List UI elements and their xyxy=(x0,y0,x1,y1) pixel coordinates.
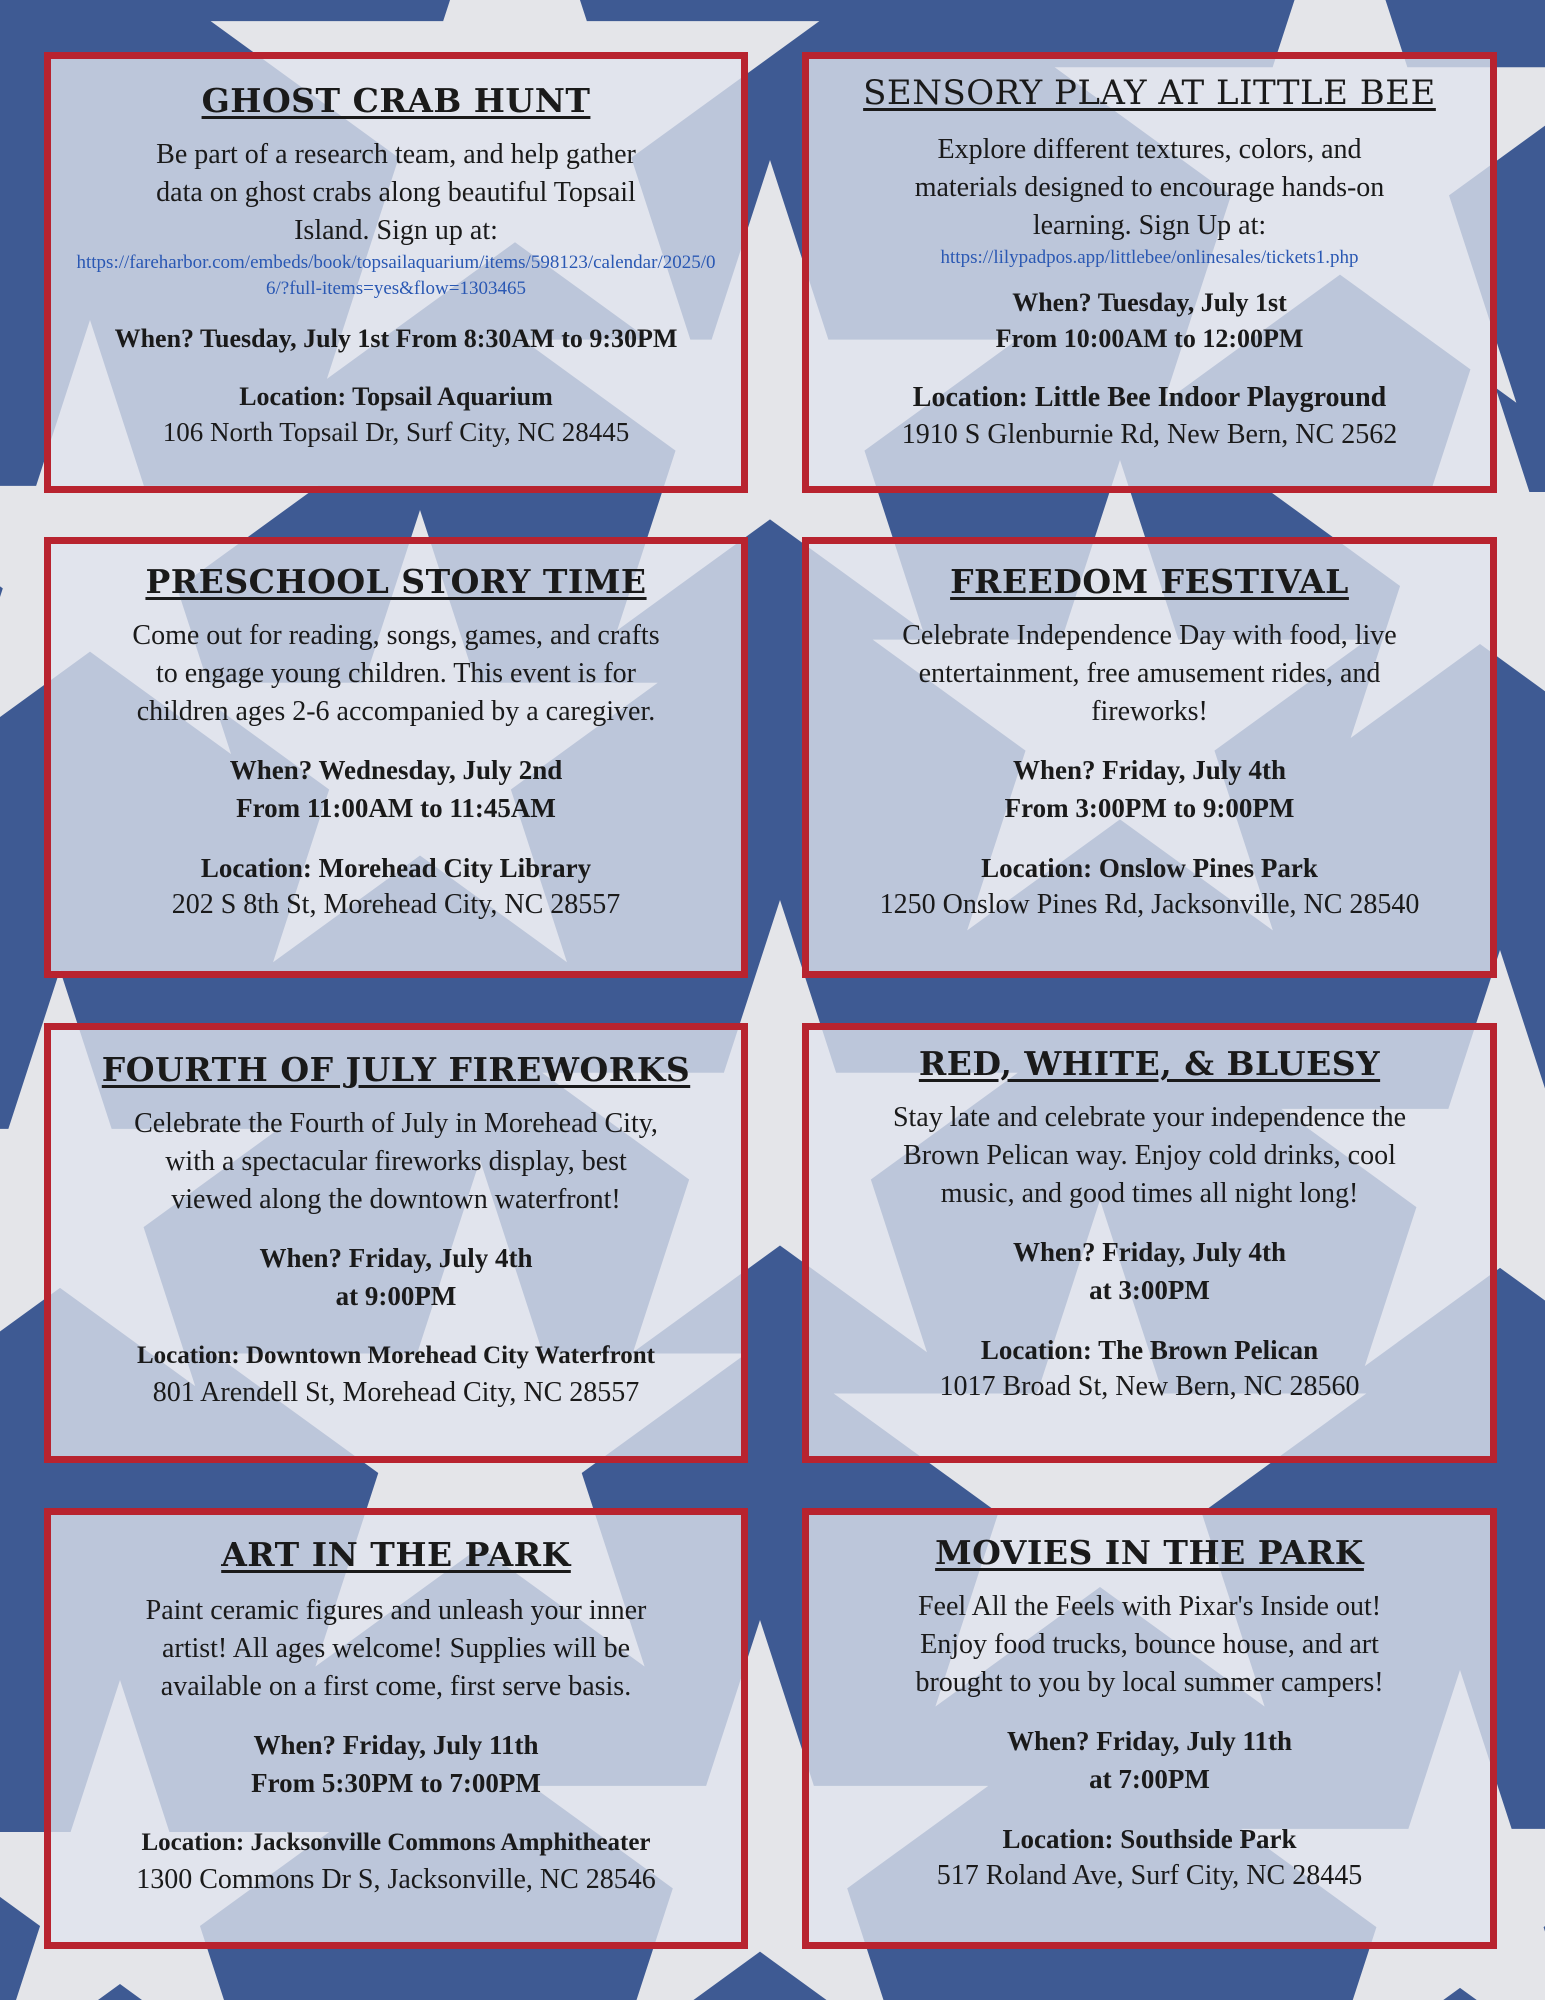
event-when: When? Wednesday, July 2nd From 11:00AM to 11:45AM xyxy=(229,755,563,823)
event-when: When? Friday, July 4th at 3:00PM xyxy=(1012,1237,1287,1305)
event-card-preschool-story-time xyxy=(44,537,748,978)
event-location: Location: The Brown Pelican xyxy=(980,1335,1319,1365)
event-when: When? Friday, July 11th From 5:30PM to 7:00PM xyxy=(251,1730,541,1798)
event-card-sensory-play xyxy=(802,52,1497,493)
event-title: MOVIES IN THE PARK xyxy=(935,1533,1364,1572)
event-location: Location: Topsail Aquarium xyxy=(239,382,553,411)
event-address: 1017 Broad St, New Bern, NC 28560 xyxy=(939,1371,1360,1402)
event-title: FREEDOM FESTIVAL xyxy=(950,562,1349,601)
event-location: Location: Jacksonville Commons Amphitheater xyxy=(141,1829,651,1856)
event-location: Location: Onslow Pines Park xyxy=(981,853,1318,883)
event-description: Paint ceramic figures and unleash your inner artist! All ages welcome! Supplies will be available on a first come, first serve basis. xyxy=(145,1595,647,1702)
event-address: 517 Roland Ave, Surf City, NC 28445 xyxy=(936,1860,1363,1891)
event-title: PRESCHOOL STORY TIME xyxy=(145,562,647,601)
event-card-movies-in-the-park xyxy=(802,1508,1497,1949)
event-card-fourth-of-july-fireworks xyxy=(44,1023,748,1463)
event-description: Stay late and celebrate your independence the Brown Pelican way. Enjoy cold drinks, cool music, and good times all night long! xyxy=(892,1102,1407,1209)
event-when: When? Friday, July 4th From 3:00PM to 9:00PM xyxy=(1004,755,1295,823)
event-description: Feel All the Feels with Pixar's Inside out! Enjoy food trucks, bounce house, and art brought to you by local summer campers! xyxy=(915,1591,1384,1698)
event-title: ART IN THE PARK xyxy=(221,1535,571,1574)
event-location: Location: Southside Park xyxy=(1002,1824,1297,1854)
event-address: 1910 S Glenburnie Rd, New Bern, NC 2562 xyxy=(901,419,1398,450)
event-address: 106 North Topsail Dr, Surf City, NC 28445 xyxy=(162,417,630,447)
event-description: Explore different textures, colors, and materials designed to encourage hands-on learning. Sign Up at: xyxy=(914,134,1385,241)
event-when: When? Friday, July 4th at 9:00PM xyxy=(259,1243,533,1311)
signup-link[interactable]: https://lilypadpos.app/littlebee/onlinesales/tickets1.php xyxy=(940,247,1359,268)
event-title: RED, WHITE, & BLUESY xyxy=(918,1044,1381,1083)
event-when: When? Friday, July 11th at 7:00PM xyxy=(1006,1726,1293,1794)
event-location: Location: Little Bee Indoor Playground xyxy=(912,382,1387,413)
event-description: Celebrate the Fourth of July in Morehead City, with a spectacular fireworks display, best viewed along the downtown waterfront! xyxy=(134,1108,658,1215)
event-title: FOURTH OF JULY FIREWORKS xyxy=(101,1050,691,1089)
event-description: Come out for reading, songs, games, and crafts to engage young children. This event is for children ages 2-6 accompanied by a caregiver. xyxy=(132,620,660,727)
event-address: 1300 Commons Dr S, Jacksonville, NC 28546 xyxy=(136,1864,656,1895)
event-address: 801 Arendell St, Morehead City, NC 28557 xyxy=(152,1377,640,1408)
event-card-art-in-the-park xyxy=(44,1508,748,1949)
event-location: Location: Downtown Morehead City Waterfront xyxy=(136,1342,656,1369)
event-title: SENSORY PLAY AT LITTLE BEE xyxy=(863,73,1436,113)
event-when: When? Tuesday, July 1st From 10:00AM to 12:00PM xyxy=(995,288,1304,353)
signup-link[interactable]: https://fareharbor.com/embeds/book/topsailaquarium/items/598123/calendar/2025/06/?full-items=yes&flow=1303465 xyxy=(76,252,716,299)
event-card-red-white-bluesy xyxy=(802,1023,1497,1463)
event-description: Celebrate Independence Day with food, live entertainment, free amusement rides, and fireworks! xyxy=(902,620,1397,727)
event-description: Be part of a research team, and help gather data on ghost crabs along beautiful Topsail Island. Sign up at: xyxy=(156,139,636,246)
event-card-freedom-festival xyxy=(802,537,1497,978)
event-location: Location: Morehead City Library xyxy=(200,853,592,883)
event-address: 1250 Onslow Pines Rd, Jacksonville, NC 28540 xyxy=(879,889,1420,920)
event-title: GHOST CRAB HUNT xyxy=(201,81,591,120)
event-card-ghost-crab-hunt xyxy=(44,52,748,493)
event-when: When? Tuesday, July 1st From 8:30AM to 9:30PM xyxy=(114,324,678,353)
event-address: 202 S 8th St, Morehead City, NC 28557 xyxy=(171,889,621,920)
